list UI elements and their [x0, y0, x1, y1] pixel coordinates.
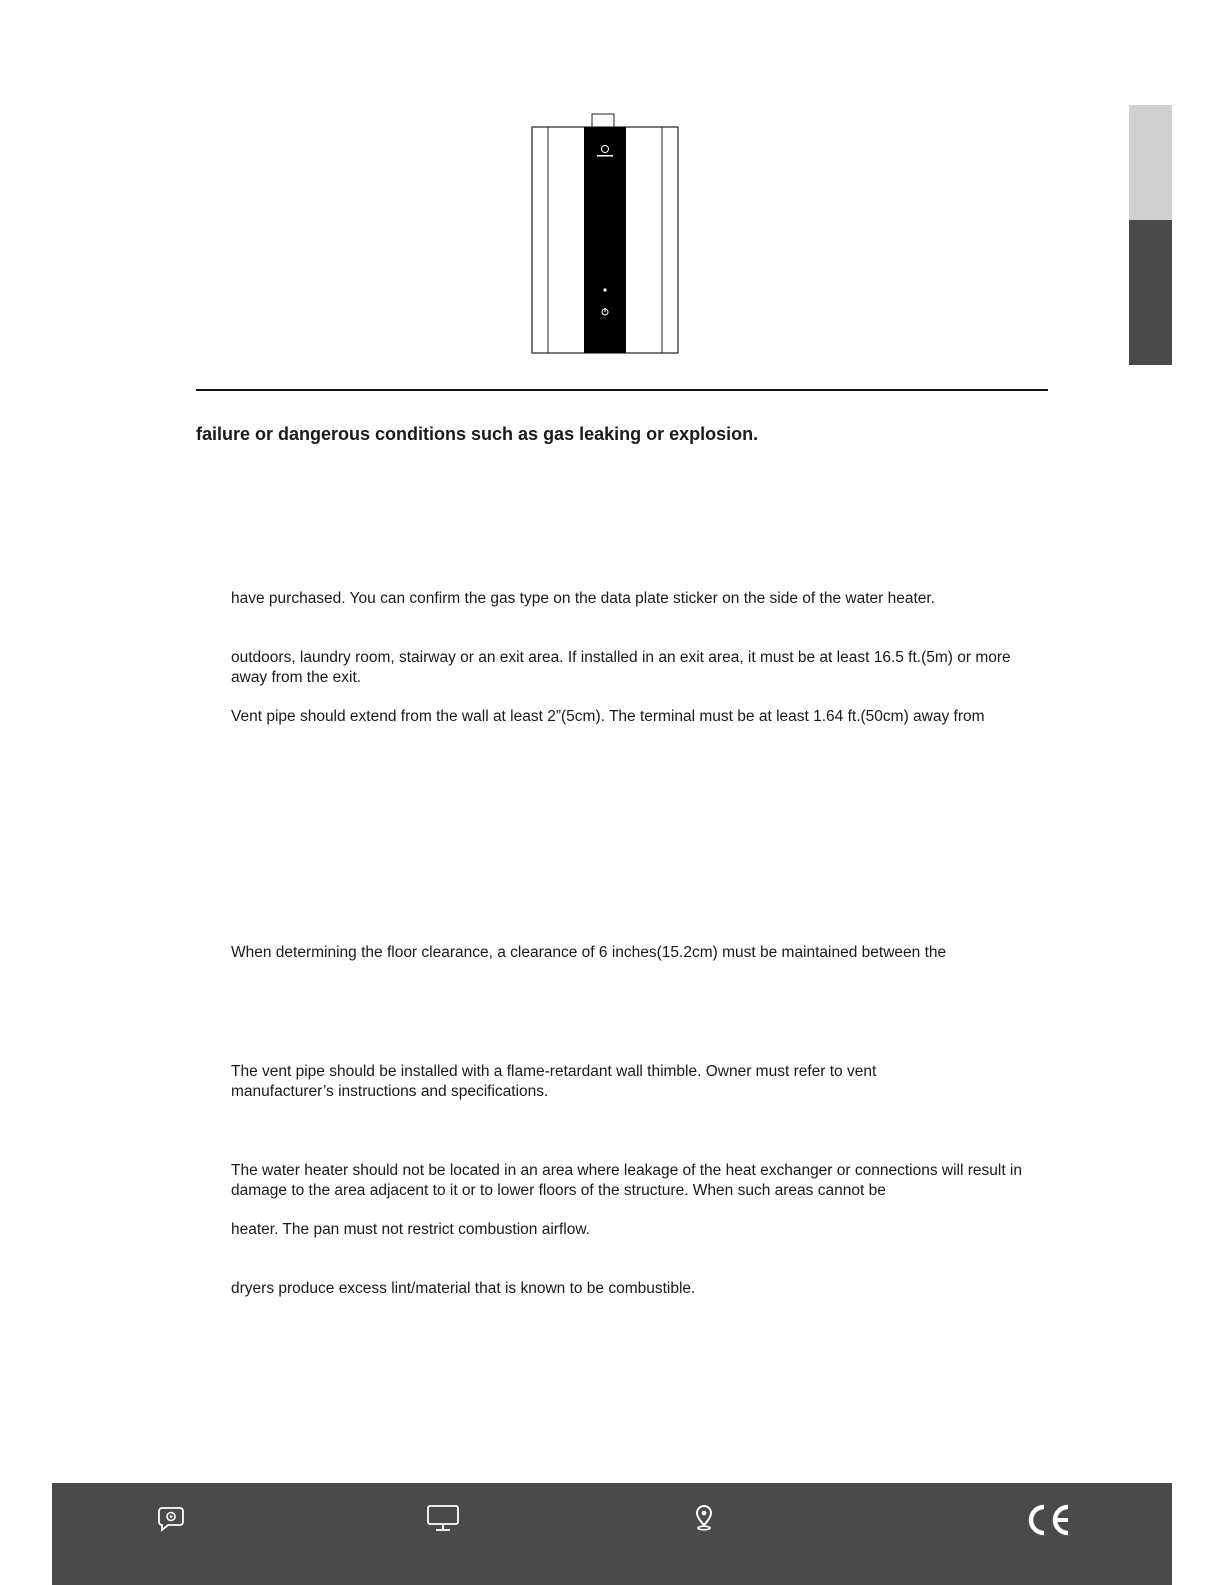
paragraph-wall-thimble: The vent pipe should be installed with a flame-retardant wall thimble. Owner must refer to vent manufacturer’s instructions and specifications.: [231, 1063, 877, 1100]
monitor-icon: [426, 1503, 460, 1533]
ce-mark-icon: [1024, 1501, 1072, 1539]
section-divider: [196, 389, 1048, 391]
paragraph-leakage: The water heater should not be located in an area where leakage of the heat exchanger or connections will result in damage to the area adjacent to it or to lower floors of the structure. When such areas cannot be: [231, 1162, 1022, 1199]
location-pin-icon: [692, 1503, 716, 1533]
paragraph-drain-pan: heater. The pan must not restrict combustion airflow.: [231, 1221, 590, 1238]
paragraph-location: outdoors, laundry room, stairway or an exit area. If installed in an exit area, it must be at least 16.5 ft.(5m) or more away from the exit.: [231, 649, 1011, 686]
water-heater-illustration: [530, 112, 682, 356]
support-chat-icon: [156, 1503, 186, 1533]
paragraph-vent-pipe: Vent pipe should extend from the wall at least 2”(5cm). The terminal must be at least 1.64 ft.(50cm) away from: [231, 708, 985, 725]
side-tab-light: [1129, 105, 1172, 220]
warning-text: failure or dangerous conditions such as gas leaking or explosion.: [196, 424, 759, 444]
footer-bar: [52, 1483, 1172, 1585]
paragraph-dryers: dryers produce excess lint/material that is known to be combustible.: [231, 1280, 696, 1297]
paragraph-gas-type: have purchased. You can confirm the gas type on the data plate sticker on the side of the water heater.: [231, 590, 935, 607]
side-tab-dark: [1129, 220, 1172, 365]
paragraph-floor-clearance: When determining the floor clearance, a clearance of 6 inches(15.2cm) must be maintained between the: [231, 944, 947, 961]
